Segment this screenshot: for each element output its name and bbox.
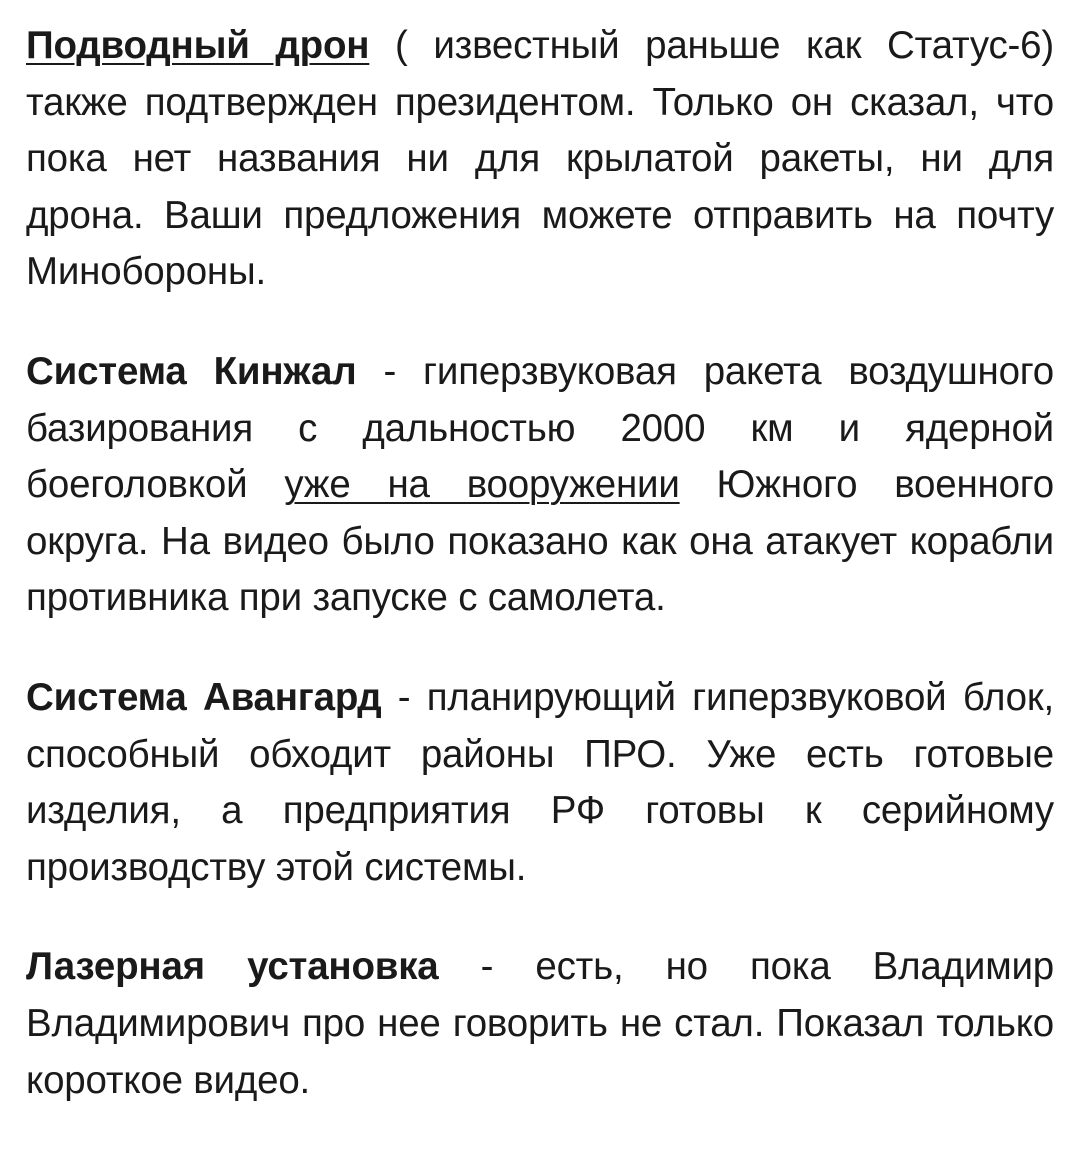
underwater-drone-link[interactable]: Подводный дрон: [26, 24, 370, 67]
avangard-text: - планирующий гиперзвуковой блок, способный обходит районы ПРО. Уже есть готовые изделия, а предприятия РФ готовы к серийному производству этой системы.: [26, 675, 1055, 889]
kinzhal-text-after: Южного военного округа. На видео было показано как она атакует корабли противника при запуске с самолета.: [26, 463, 1055, 620]
underwater-drone-text: ( известный раньше как Статус-6) также подтвержден президентом. Только он сказал, что пока нет названия ни для крылатой ракеты, ни для дрона. Ваши предложения можете отправить на почту Минобороны.: [26, 24, 1055, 294]
article-body: [26, 18, 1054, 1109]
paragraph-avangard: [26, 670, 1054, 896]
avangard-term: Система Авангард: [26, 675, 382, 719]
paragraph-laser: [26, 939, 1054, 1109]
kinzhal-term: Система Кинжал: [26, 349, 357, 393]
laser-text: - есть, но пока Владимир Владимирович про нее говорить не стал. Показал только короткое видео.: [26, 945, 1054, 1102]
paragraph-underwater-drone: [26, 18, 1054, 301]
in-service-link[interactable]: уже на вооружении: [284, 463, 680, 507]
paragraph-kinzhal: [26, 344, 1054, 627]
laser-term: Лазерная установка: [26, 945, 439, 989]
kinzhal-text-before: - гиперзвуковая ракета воздушного базирования с дальностью 2000 км и ядерной боеголовкой: [26, 349, 1055, 507]
